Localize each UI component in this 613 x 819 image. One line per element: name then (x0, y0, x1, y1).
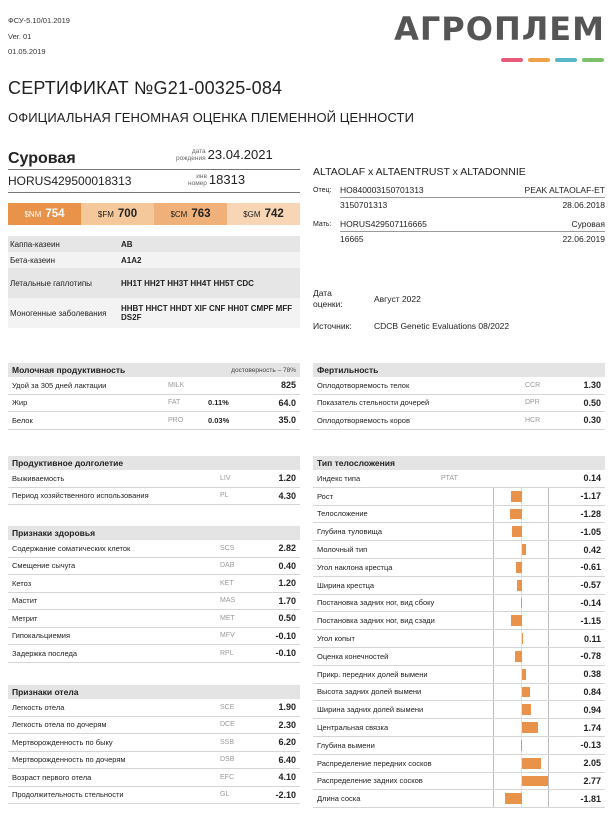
trait-name: Задержка последа (12, 648, 78, 658)
trait-value: 0.38 (583, 669, 601, 680)
animal-reg: HORUS429500018313 (8, 174, 132, 188)
index-name: $FM (97, 209, 114, 219)
trait-name: Метрит (12, 613, 38, 623)
genetics-value: AB (121, 239, 133, 249)
table-row (313, 488, 605, 506)
index-value: 742 (264, 208, 284, 220)
table-row (313, 559, 605, 577)
bar-fill (511, 491, 522, 502)
trait-code: FAT (168, 399, 181, 407)
bar-fill (522, 544, 526, 555)
trait-name: Постановка задних ног, вид сбоку (317, 598, 435, 608)
table-row (313, 377, 605, 395)
trait-code: CCR (525, 381, 541, 389)
eval-date-label-1: Дата (313, 288, 332, 298)
table-row (313, 577, 605, 595)
trait-name: Высота задних долей вымени (317, 687, 422, 697)
trait-value: -0.10 (275, 630, 296, 641)
trait-bar (493, 577, 549, 594)
index-3 (227, 203, 300, 225)
bar-fill (521, 740, 522, 751)
index-name: $CM (170, 209, 188, 219)
genetics-value: HHBT HHCT HHDT XIF CNF HH0T CMPF MFF DS2F (121, 304, 293, 322)
trait-value: 6.40 (278, 754, 296, 765)
sire-date: 28.06.2018 (562, 200, 605, 210)
table-row (8, 575, 300, 593)
trait-name: Период хозяйственного использования (12, 491, 149, 501)
table-row (313, 773, 605, 791)
trait-name: Легкость отела по дочерям (12, 720, 107, 730)
table-row (8, 488, 300, 506)
form-code: ФСУ-5.10/01.2019 (8, 16, 70, 25)
table-row (8, 787, 300, 805)
source-label: Источник: (313, 321, 352, 331)
trait-name: Угол копыт (317, 634, 355, 644)
trait-name: Жир (12, 398, 28, 408)
table-row (313, 395, 605, 413)
sire-row-2 (313, 200, 605, 210)
trait-bar (493, 612, 549, 629)
trait-value: 825 (280, 380, 296, 391)
birth-date: 23.04.2021 (207, 147, 273, 162)
logo-stripe (582, 58, 604, 62)
trait-bar (493, 701, 549, 718)
trait-value: 1.20 (278, 578, 296, 589)
trait-code: GL (220, 791, 230, 799)
trait-value: 1.74 (583, 722, 601, 733)
genetics-row (8, 236, 300, 252)
trait-bar (493, 790, 549, 807)
genetics-label: Бета-казеин (10, 255, 56, 265)
bar-fill (522, 722, 538, 733)
section-title: Продуктивное долголетие (12, 458, 124, 468)
sire-row (313, 185, 605, 195)
trait-name: Содержание соматических клеток (12, 543, 131, 553)
trait-value: 4.10 (278, 772, 296, 783)
table-row (8, 752, 300, 770)
trait-bar (493, 595, 549, 612)
trait-code: MILK (168, 381, 185, 389)
pedigree-line: ALTAOLAF x ALTAENTRUST x ALTADONNIE (313, 166, 526, 178)
genetics-label: Каппа-казеин (10, 239, 60, 249)
bar-fill (515, 651, 522, 662)
trait-value: 0.84 (583, 686, 601, 697)
trait-name: Глубина вымени (317, 740, 375, 750)
trait-name: Прикр. передних долей вымени (317, 669, 428, 679)
bar-fill (522, 776, 548, 787)
logo-stripes (501, 58, 604, 62)
table-row (313, 790, 605, 808)
dam-id: HORUS429507116665 (340, 219, 427, 229)
trait-name: Ширина крестца (317, 580, 375, 590)
dam-row-2 (313, 234, 605, 244)
trait-bar (493, 684, 549, 701)
dam-row (313, 219, 605, 229)
sire-label: Отец: (313, 186, 332, 194)
trait-code: EFC (220, 773, 234, 781)
trait-value: -0.78 (580, 651, 601, 662)
trait-value: 0.11 (583, 633, 601, 644)
trait-code: SCE (220, 703, 235, 711)
trait-value: -0.13 (580, 740, 601, 751)
trait-name: Ширина задних долей вымени (317, 705, 424, 715)
trait-value: -1.28 (580, 508, 601, 519)
table-row (313, 612, 605, 630)
index-0 (8, 203, 81, 225)
trait-value: 0.30 (583, 415, 601, 426)
trait-bar (493, 648, 549, 665)
table-row (313, 412, 605, 430)
index-2 (154, 203, 227, 225)
trait-value: -0.14 (580, 597, 601, 608)
trait-code: RPL (220, 649, 234, 657)
index-value: 763 (191, 208, 211, 220)
bar-fill (521, 598, 522, 609)
section-header (8, 685, 300, 699)
trait-name: Гипокальциемия (12, 631, 71, 641)
trait-value: -0.10 (275, 648, 296, 659)
trait-value: 1.90 (278, 702, 296, 713)
trait-name: Угол наклона крестца (317, 562, 393, 572)
trait-name: Постановка задних ног, вид сзади (317, 616, 435, 626)
bar-fill (516, 562, 522, 573)
bar-fill (522, 633, 523, 644)
trait-code: PL (220, 492, 229, 500)
trait-name: Кетоз (12, 578, 32, 588)
trait-name: Мертворожденность по быку (12, 737, 113, 747)
section-title: Фертильность (317, 365, 379, 375)
trait-bar (493, 506, 549, 523)
trait-value: 0.94 (583, 704, 601, 715)
milk-section (8, 363, 300, 430)
logo: АГРОПЛЕМ (394, 10, 605, 48)
inv-number: 18313 (208, 172, 246, 187)
calving-section (8, 685, 300, 804)
genetics-row (8, 268, 300, 298)
trait-name: Оплодотворяемость телок (317, 380, 410, 390)
trait-value: 64.0 (278, 397, 296, 408)
trait-name: Длина соска (317, 794, 361, 804)
trait-name: Индекс типа (317, 473, 361, 483)
trait-name: Телосложение (317, 509, 368, 519)
trait-name: Молочный тип (317, 545, 368, 555)
genetics-row (8, 252, 300, 268)
dam-num: 16665 (340, 234, 364, 244)
bar-fill (522, 669, 526, 680)
sire-id: HO840003150701313 (340, 185, 424, 195)
sire-num: 3150701313 (340, 200, 388, 210)
genetics-value: A1A2 (121, 255, 142, 265)
table-row (313, 701, 605, 719)
table-row (8, 377, 300, 395)
bar-fill (517, 580, 522, 591)
index-value: 700 (117, 208, 138, 220)
index-1 (81, 203, 154, 225)
trait-bar (493, 666, 549, 683)
trait-name: Оценка конечностей (317, 651, 389, 661)
table-row (8, 540, 300, 558)
table-row (313, 719, 605, 737)
table-row (8, 395, 300, 413)
trait-value: 35.0 (278, 415, 296, 426)
section-header (8, 456, 300, 470)
trait-code: MET (220, 614, 235, 622)
trait-pct: 0.11% (208, 398, 229, 408)
trait-value: -2.10 (275, 789, 296, 800)
trait-name: Рост (317, 491, 334, 501)
index-name: $NM (24, 209, 42, 219)
trait-name: Мертворожденность по дочерям (12, 755, 126, 765)
table-row (313, 595, 605, 613)
trait-bar (493, 773, 549, 790)
health-section (8, 526, 300, 663)
trait-bar (493, 737, 549, 754)
bar-fill (522, 758, 541, 769)
trait-value: 1.30 (583, 380, 601, 391)
table-row (313, 755, 605, 773)
eval-date-label-2: оценки: (313, 299, 343, 309)
table-row (8, 734, 300, 752)
bar-fill (511, 615, 522, 626)
trait-bar (493, 719, 549, 736)
section-header (8, 363, 300, 377)
table-row (313, 630, 605, 648)
trait-value: 0.14 (583, 473, 601, 484)
trait-name: Продолжительность стельности (12, 790, 124, 800)
logo-stripe (555, 58, 577, 62)
trait-bar (493, 755, 549, 772)
trait-name: Оплодотворяемость коров (317, 415, 410, 425)
genetics-table (8, 236, 300, 328)
trait-value: 2.77 (583, 775, 601, 786)
logo-stripe (501, 58, 523, 62)
inv-number-block (188, 172, 245, 187)
table-row (313, 470, 605, 488)
genetics-value: HH1T HH2T HH3T HH4T HH5T CDC (121, 278, 254, 288)
trait-code: DSB (220, 756, 235, 764)
trait-value: -1.15 (580, 615, 601, 626)
trait-pct: 0.03% (208, 415, 230, 425)
table-row (8, 558, 300, 576)
trait-value: -1.17 (580, 491, 601, 502)
genetics-label: Моногенные заболевания (10, 308, 107, 318)
trait-name: Распределение передних сосков (317, 758, 432, 768)
trait-bar (493, 470, 549, 487)
dam-name: Суровая (571, 219, 605, 229)
table-row (8, 593, 300, 611)
trait-code: PRO (168, 416, 184, 424)
trait-bar (493, 630, 549, 647)
divider (8, 192, 300, 193)
trait-name: Глубина туловища (317, 527, 382, 537)
index-bar (8, 203, 300, 225)
bar-fill (512, 526, 522, 537)
logo-stripe (528, 58, 550, 62)
bar-fill (510, 509, 522, 520)
trait-value: 2.30 (278, 719, 296, 730)
bar-fill (522, 687, 530, 698)
bar-fill (505, 793, 522, 804)
divider (8, 169, 300, 170)
trait-name: Центральная связка (317, 723, 389, 733)
trait-code: MFV (220, 632, 235, 640)
trait-code: SCS (220, 544, 235, 552)
birth-label-2: рождения (176, 154, 206, 162)
trait-name: Показатель стельности дочерей (317, 398, 430, 408)
trait-code: LIV (220, 474, 231, 482)
trait-bar (493, 523, 549, 540)
table-row (313, 684, 605, 702)
trait-name: Мастит (12, 596, 38, 606)
index-value: 754 (45, 208, 65, 220)
trait-code: PTAT (441, 474, 458, 482)
section-header (8, 526, 300, 540)
inv-label-2: номер (188, 179, 207, 187)
genetics-label: Летальные гаплотипы (10, 278, 92, 288)
table-row (8, 412, 300, 430)
trait-code: DAB (220, 562, 235, 570)
form-date: 01.05.2019 (8, 47, 46, 56)
type-section (313, 456, 605, 808)
trait-value: 0.42 (583, 544, 601, 555)
trait-code: DPR (525, 399, 540, 407)
table-row (8, 628, 300, 646)
trait-code: DCE (220, 721, 235, 729)
sire-name: PEAK ALTAOLAF-ET (524, 185, 605, 195)
table-row (313, 666, 605, 684)
trait-value: 0.50 (278, 613, 296, 624)
dam-label: Мать: (313, 220, 332, 228)
trait-code: SSB (220, 738, 235, 746)
section-title: Тип телосложения (317, 458, 395, 468)
table-row (313, 541, 605, 559)
trait-value: 6.20 (278, 737, 296, 748)
trait-value: 4.30 (278, 490, 296, 501)
fert-section (313, 363, 605, 430)
reliability: достоверность – 78% (231, 366, 296, 374)
longevity-section (8, 456, 300, 505)
trait-code: KET (220, 579, 234, 587)
trait-name: Распределение задних сосков (317, 776, 423, 786)
trait-value: -0.61 (580, 562, 601, 573)
table-row (313, 506, 605, 524)
trait-code: MAS (220, 597, 236, 605)
section-title: Молочная продуктивность (12, 365, 126, 375)
trait-name: Легкость отела (12, 702, 65, 712)
trait-bar (493, 559, 549, 576)
genetics-row (8, 298, 300, 328)
section-title: Признаки отела (12, 687, 79, 697)
trait-name: Удой за 305 дней лактации (12, 380, 107, 390)
trait-value: 0.50 (583, 397, 601, 408)
divider (340, 231, 605, 232)
eval-date: Август 2022 (374, 294, 421, 304)
trait-bar (493, 488, 549, 505)
trait-value: -1.81 (580, 793, 601, 804)
birth-date-block (176, 147, 273, 162)
trait-name: Возраст первого отела (12, 772, 92, 782)
index-name: $GM (243, 209, 261, 219)
table-row (8, 470, 300, 488)
trait-value: -0.57 (580, 580, 601, 591)
trait-value: 1.70 (278, 595, 296, 606)
source-value: CDCB Genetic Evaluations 08/2022 (374, 321, 510, 331)
section-header (313, 456, 605, 470)
version: Ver. 01 (8, 32, 32, 41)
trait-code: HCR (525, 416, 541, 424)
trait-value: 2.05 (583, 758, 601, 769)
birth-label-1: дата (191, 147, 206, 155)
bar-fill (522, 704, 531, 715)
section-title: Признаки здоровья (12, 528, 96, 538)
trait-value: 0.40 (278, 560, 296, 571)
table-row (313, 648, 605, 666)
table-row (313, 523, 605, 541)
table-row (8, 610, 300, 628)
dam-date: 22.06.2019 (562, 234, 605, 244)
animal-name: Суровая (8, 150, 76, 167)
inv-label-1: инв (196, 172, 207, 180)
trait-bar (493, 541, 549, 558)
page-subtitle: ОФИЦИАЛЬНАЯ ГЕНОМНАЯ ОЦЕНКА ПЛЕМЕННОЙ ЦЕННОСТИ (8, 110, 415, 125)
table-row (8, 645, 300, 663)
table-row (313, 737, 605, 755)
table-row (8, 769, 300, 787)
page-title: СЕРТИФИКАТ №G21-00325-084 (8, 78, 283, 98)
trait-name: Белок (12, 415, 33, 425)
divider (340, 197, 605, 198)
trait-name: Выживаемость (12, 473, 65, 483)
section-header (313, 363, 605, 377)
table-row (8, 699, 300, 717)
trait-value: 2.82 (278, 543, 296, 554)
trait-value: -1.05 (580, 526, 601, 537)
trait-name: Смещение сычуга (12, 561, 76, 571)
eval-date-label (313, 288, 343, 310)
trait-value: 1.20 (278, 473, 296, 484)
table-row (8, 717, 300, 735)
